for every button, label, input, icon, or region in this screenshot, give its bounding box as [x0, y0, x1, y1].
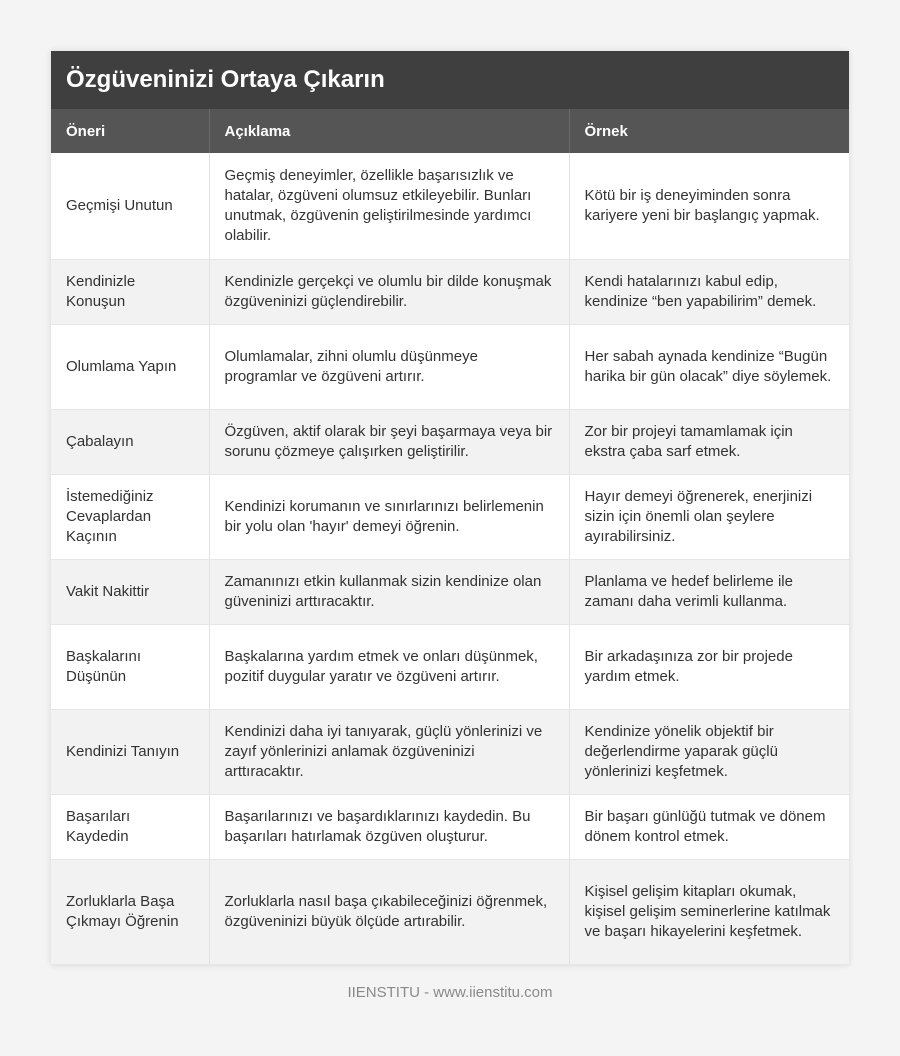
table-row — [51, 859, 849, 964]
table-row — [51, 474, 849, 559]
table-row — [51, 409, 849, 474]
cell-aciklama: Özgüven, aktif olarak bir şeyi başarmaya veya bir sorunu çözmeye çalışırken geliştirilir. — [209, 409, 569, 474]
table-row — [51, 709, 849, 794]
cell-ornek: Her sabah aynada kendinize “Bugün harika bir gün olacak” diye söylemek. — [569, 324, 849, 409]
content-card — [51, 51, 849, 965]
table-row — [51, 794, 849, 859]
cell-oneri: Kendinizi Tanıyın — [51, 709, 209, 794]
cell-oneri: Kendinizle Konuşun — [51, 259, 209, 324]
cell-ornek: Kendinize yönelik objektif bir değerlendirme yaparak güçlü yönlerinizi keşfetmek. — [569, 709, 849, 794]
cell-aciklama: Zamanınızı etkin kullanmak sizin kendinize olan güveninizi arttıracaktır. — [209, 559, 569, 624]
table-row — [51, 624, 849, 709]
cell-ornek: Hayır demeyi öğrenerek, enerjinizi sizin için önemli olan şeylere ayırabilirsiniz. — [569, 474, 849, 559]
cell-aciklama: Kendinizi korumanın ve sınırlarınızı belirlemenin bir yolu olan 'hayır' demeyi öğrenin. — [209, 474, 569, 559]
table-row — [51, 559, 849, 624]
cell-ornek: Kendi hatalarınızı kabul edip, kendinize “ben yapabilirim” demek. — [569, 259, 849, 324]
column-header-ornek: Örnek — [569, 109, 849, 153]
cell-aciklama: Zorluklarla nasıl başa çıkabileceğinizi öğrenmek, özgüveninizi büyük ölçüde artırabilir. — [209, 859, 569, 964]
footer-credit: IIENSTITU - www.iienstitu.com — [347, 984, 553, 1001]
tips-table — [51, 109, 849, 965]
cell-aciklama: Kendinizi daha iyi tanıyarak, güçlü yönlerinizi ve zayıf yönlerinizi anlamak özgüveninizi arttıracaktır. — [209, 709, 569, 794]
cell-ornek: Bir arkadaşınıza zor bir projede yardım etmek. — [569, 624, 849, 709]
cell-ornek: Planlama ve hedef belirleme ile zamanı daha verimli kullanma. — [569, 559, 849, 624]
cell-ornek: Zor bir projeyi tamamlamak için ekstra çaba sarf etmek. — [569, 409, 849, 474]
table-row — [51, 259, 849, 324]
cell-ornek: Bir başarı günlüğü tutmak ve dönem dönem kontrol etmek. — [569, 794, 849, 859]
cell-ornek: Kişisel gelişim kitapları okumak, kişisel gelişim seminerlerine katılmak ve başarı hikayelerini keşfetmek. — [569, 859, 849, 964]
cell-aciklama: Başarılarınızı ve başardıklarınızı kaydedin. Bu başarıları hatırlamak özgüven oluşturur. — [209, 794, 569, 859]
table-row — [51, 153, 849, 259]
cell-aciklama: Kendinizle gerçekçi ve olumlu bir dilde konuşmak özgüveninizi güçlendirebilir. — [209, 259, 569, 324]
table-header-row — [51, 109, 849, 153]
page-title: Özgüveninizi Ortaya Çıkarın — [51, 51, 849, 109]
cell-aciklama: Olumlamalar, zihni olumlu düşünmeye programlar ve özgüveni artırır. — [209, 324, 569, 409]
column-header-aciklama: Açıklama — [209, 109, 569, 153]
column-header-oneri: Öneri — [51, 109, 209, 153]
cell-aciklama: Başkalarına yardım etmek ve onları düşünmek, pozitif duygular yaratır ve özgüveni artırır. — [209, 624, 569, 709]
cell-oneri: Çabalayın — [51, 409, 209, 474]
cell-oneri: Başkalarını Düşünün — [51, 624, 209, 709]
cell-oneri: Vakit Nakittir — [51, 559, 209, 624]
cell-oneri: Zorluklarla Başa Çıkmayı Öğrenin — [51, 859, 209, 964]
cell-ornek: Kötü bir iş deneyiminden sonra kariyere yeni bir başlangıç yapmak. — [569, 153, 849, 259]
cell-oneri: İstemediğiniz Cevaplardan Kaçının — [51, 474, 209, 559]
cell-oneri: Geçmişi Unutun — [51, 153, 209, 259]
table-row — [51, 324, 849, 409]
cell-aciklama: Geçmiş deneyimler, özellikle başarısızlık ve hatalar, özgüveni olumsuz etkileyebilir. Bunları unutmak, özgüvenin geliştirilmesinde yardımcı olabilir. — [209, 153, 569, 259]
cell-oneri: Olumlama Yapın — [51, 324, 209, 409]
cell-oneri: Başarıları Kaydedin — [51, 794, 209, 859]
